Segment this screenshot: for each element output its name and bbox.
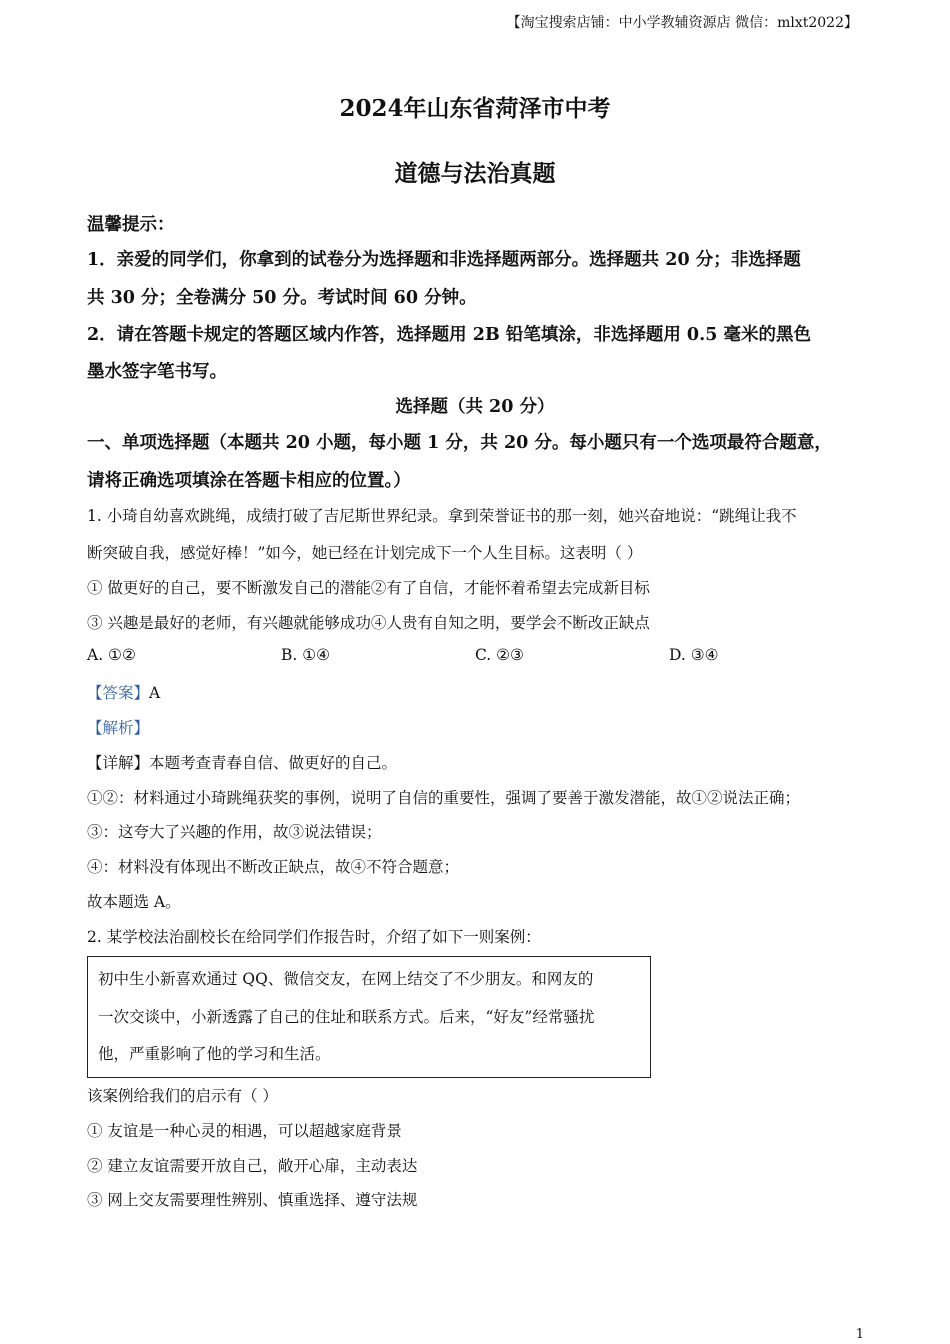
case-box [87, 956, 651, 1078]
q2-statement-2: ② 建立友谊需要开放自己，敞开心扉，主动表达 [87, 1157, 418, 1175]
q1-stem-line-1: 1. 小琦自幼喜欢跳绳，成绩打破了吉尼斯世界纪录。拿到荣誉证书的那一刻，她兴奋地说：“跳绳让我不 [87, 507, 797, 525]
q1-analysis-label: 【解析】 [87, 719, 150, 737]
q1-option-d: D. ③④ [669, 646, 719, 664]
answer-value: A [149, 684, 161, 702]
q2-statement-1: ① 友谊是一种心灵的相遇，可以超越家庭背景 [87, 1122, 402, 1140]
section-title: 选择题（共 20 分） [395, 397, 555, 417]
case-line-2: 一次交谈中，小新透露了自己的住址和联系方式。后来，“好友”经常骚扰 [98, 1008, 595, 1026]
tips-line-3: 2．请在答题卡规定的答题区域内作答，选择题用 2B 铅笔填涂，非选择题用 0.5 毫米的黑色 [87, 325, 811, 345]
tips-line-4: 墨水签字笔书写。 [87, 362, 227, 382]
q1-option-c: C. ②③ [475, 646, 524, 664]
q1-explanation-3: ④：材料没有体现出不断改正缺点，故④不符合题意； [87, 858, 460, 876]
case-line-3: 他，严重影响了他的学习和生活。 [98, 1045, 331, 1063]
part-one-line-2: 请将正确选项填涂在答题卡相应的位置。） [87, 471, 411, 491]
q2-statement-3: ③ 网上交友需要理性辨别、慎重选择、遵守法规 [87, 1191, 418, 1209]
q1-stem-line-2: 断突破自我，感觉好棒！”如今，她已经在计划完成下一个人生目标。这表明（ ） [87, 544, 643, 562]
answer-label: 【答案】 [87, 684, 150, 702]
q1-explanation-1: ①②：材料通过小琦跳绳获奖的事例，说明了自信的重要性，强调了要善于激发潜能，故①②说法正确； [87, 789, 801, 807]
exam-subtitle: 道德与法治真题 [394, 160, 556, 187]
q2-question: 该案例给我们的启示有（ ） [87, 1087, 278, 1105]
part-one-line-1: 一、单项选择题（本题共 20 小题，每小题 1 分，共 20 分。每小题只有一个选项最符合题意， [87, 433, 832, 453]
q1-explanation-2: ③：这夸大了兴趣的作用，故③说法错误； [87, 823, 382, 841]
q2-stem: 2. 某学校法治副校长在给同学们作报告时，介绍了如下一则案例： [87, 928, 541, 946]
q1-detail: 【详解】本题考查青春自信、做更好的自己。 [87, 754, 398, 772]
tips-heading: 温馨提示： [87, 215, 175, 235]
tips-line-1: 1．亲爱的同学们，你拿到的试卷分为选择题和非选择题两部分。选择题共 20 分；非选择题 [87, 250, 801, 270]
page-number: 1 [855, 1327, 864, 1342]
header-note: 【淘宝搜索店铺：中小学教辅资源店 微信：mlxt2022】 [506, 15, 858, 31]
q1-option-b: B. ①④ [281, 646, 331, 664]
exam-title: 2024年山东省菏泽市中考 [339, 95, 611, 122]
q1-option-a: A. ①② [87, 646, 136, 664]
case-line-1: 初中生小新喜欢通过 QQ、微信交友，在网上结交了不少朋友。和网友的 [98, 970, 594, 988]
q1-answer [87, 681, 160, 703]
q1-statement-2: ③ 兴趣是最好的老师，有兴趣就能够成功④人贵有自知之明，要学会不断改正缺点 [87, 614, 650, 632]
q1-statement-1: ① 做更好的自己，要不断激发自己的潜能②有了自信，才能怀着希望去完成新目标 [87, 579, 650, 597]
tips-line-2: 共 30 分；全卷满分 50 分。考试时间 60 分钟。 [87, 288, 477, 308]
q1-conclusion: 故本题选 A。 [87, 893, 181, 911]
